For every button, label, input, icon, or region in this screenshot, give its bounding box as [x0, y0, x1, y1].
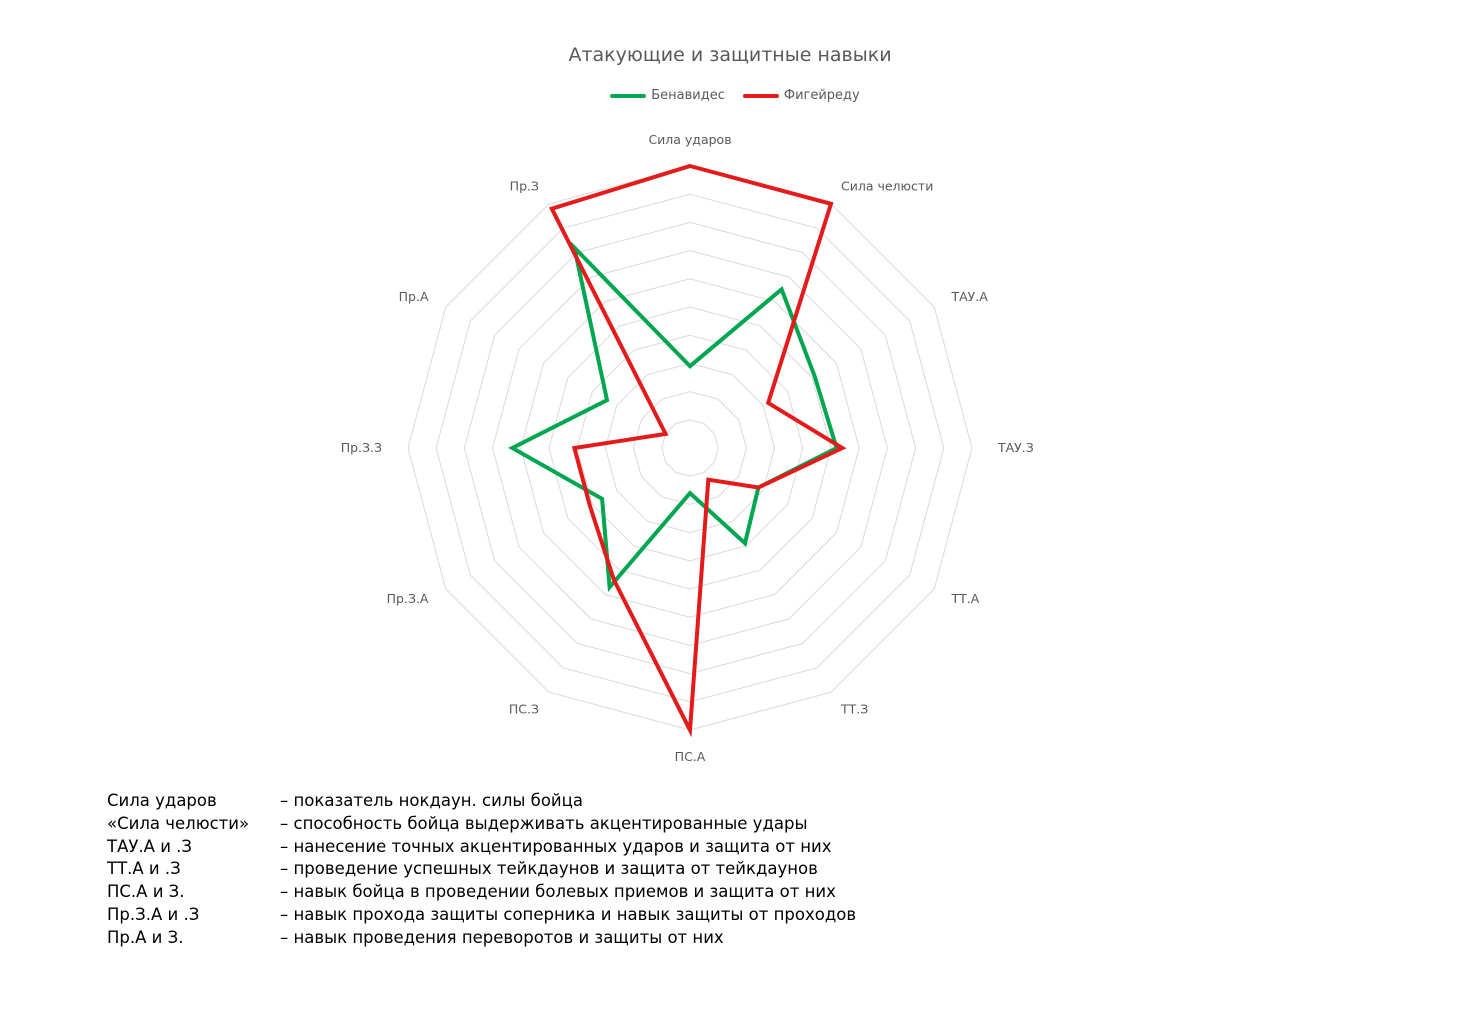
axis-label: Пр.З	[509, 178, 539, 194]
axis-label: Пр.З.З	[340, 440, 382, 455]
glossary-term: «Сила челюсти»	[107, 813, 250, 833]
legend-label: Бенавидес	[651, 88, 725, 103]
axis-label: ТАУ.З	[998, 440, 1034, 455]
glossary-term: Пр.З.А и .З	[107, 904, 200, 924]
glossary-row	[107, 881, 856, 904]
glossary-row	[107, 836, 856, 859]
glossary-row	[107, 904, 856, 927]
glossary-row	[107, 858, 856, 881]
glossary-definition: – показатель нокдаун. силы бойца	[280, 791, 583, 810]
glossary-term: ПС.А и З.	[107, 882, 185, 902]
axis-label: ТТ.З	[841, 701, 869, 717]
glossary-definition: – навык бойца в проведении болевых приемов и защита от них	[280, 882, 836, 902]
glossary-definition: – нанесение точных акцентированных ударов и защита от них	[280, 836, 832, 856]
glossary-row	[107, 927, 856, 950]
axis-label: Сила челюсти	[841, 178, 934, 194]
glossary-definition: – способность бойца выдерживать акцентированные удары	[280, 813, 808, 833]
legend-label: Фигейреду	[783, 88, 860, 103]
radar-axis-labels	[341, 132, 1034, 764]
chart-title: Атакующие и защитные навыки	[568, 44, 892, 66]
series-line-1	[552, 166, 843, 730]
grid-ring	[493, 251, 888, 646]
grid-ring	[634, 392, 747, 505]
glossary-definition: – навык прохода защиты соперника и навык защиты от проходов	[280, 904, 857, 924]
axis-label: Сила ударов	[648, 132, 732, 147]
axis-label: ПС.З	[508, 701, 539, 717]
glossary	[107, 790, 856, 950]
glossary-row	[107, 813, 856, 836]
grid-ring	[605, 363, 774, 532]
axis-label: ПС.А	[674, 749, 706, 764]
glossary-term: Пр.А и З.	[107, 927, 184, 947]
axis-label: Пр.А	[398, 289, 429, 304]
glossary-definition: – проведение успешных тейкдаунов и защита от тейкдаунов	[280, 859, 818, 879]
glossary-term: Сила ударов	[107, 791, 217, 810]
axis-label: Пр.З.А	[386, 591, 429, 606]
grid-ring	[521, 279, 859, 617]
glossary-term: ТАУ.А и .З	[107, 836, 192, 856]
glossary-term: ТТ.А и .З	[107, 859, 181, 879]
grid-ring	[549, 307, 831, 589]
axis-label: ТТ.А	[951, 591, 980, 606]
axis-label: ТАУ.А	[951, 289, 988, 304]
radar-series	[509, 166, 842, 730]
grid-ring	[662, 420, 718, 476]
grid-ring	[464, 222, 915, 673]
grid-ring	[577, 335, 803, 561]
glossary-row	[107, 790, 856, 813]
series-line-0	[512, 248, 836, 588]
radar-grid	[408, 166, 972, 730]
glossary-definition: – навык проведения переворотов и защиты от них	[280, 927, 724, 947]
